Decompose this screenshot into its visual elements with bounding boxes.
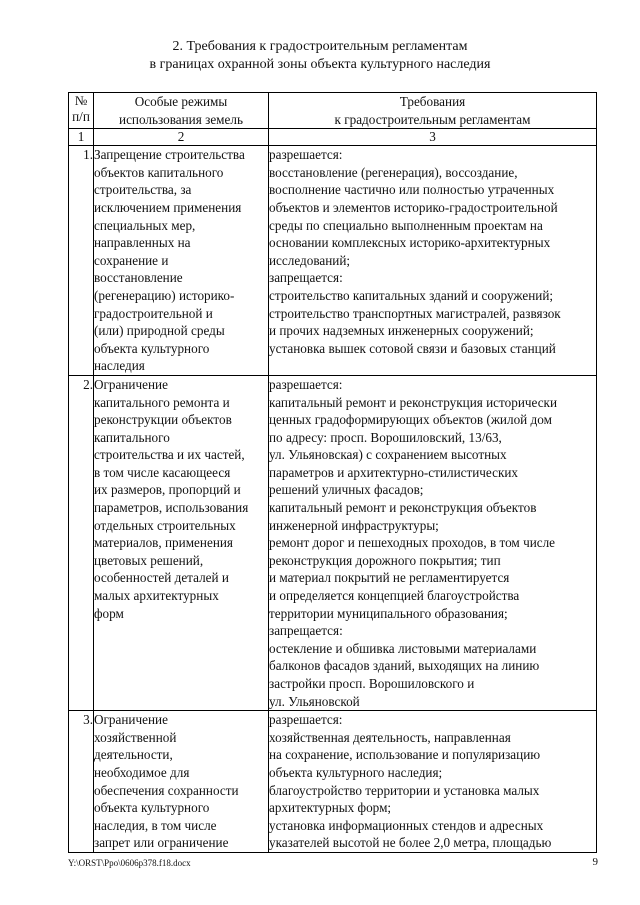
header-regimes-line: Особые режимы xyxy=(134,94,228,109)
cell-text-line: разрешается: xyxy=(269,712,343,728)
cell-text-line: решений уличных фасадов; xyxy=(269,482,424,498)
cell-text-line: строительство капитальных зданий и сооружений; xyxy=(269,287,554,303)
column-number: 3 xyxy=(269,129,597,146)
cell-text-line: запрещается: xyxy=(269,270,343,286)
cell-text-line: объекта культурного xyxy=(94,340,210,356)
cell-text-line: специальных мер, xyxy=(94,217,196,233)
cell-text-line: запрет или ограничение xyxy=(94,835,229,851)
header-requirements-line: Требования xyxy=(399,94,466,109)
row-number: 2. xyxy=(69,375,94,710)
header-number-cell xyxy=(69,93,94,129)
cell-text-line: градостроительной и xyxy=(94,305,213,321)
heading-line-2: в границах охранной зоны объекта культурного наследия xyxy=(149,57,491,72)
header-regimes-cell xyxy=(94,93,269,129)
requirements-cell xyxy=(269,711,597,853)
cell-text-line: ремонт дорог и пешеходных проходов, в том числе xyxy=(269,535,556,551)
cell-text-line: восстановление (регенерация), воссоздание, xyxy=(269,164,518,180)
requirements-cell xyxy=(269,146,597,376)
header-requirements-cell xyxy=(269,93,597,129)
cell-text-line: ул. Ульяновской xyxy=(269,693,360,709)
cell-text-line: установка информационных стендов и адресных xyxy=(269,817,544,833)
row-number: 1. xyxy=(69,146,94,376)
cell-text-line: ценных градоформирующих объектов (жилой дом xyxy=(269,412,552,428)
cell-text-line: строительства, за xyxy=(94,182,192,198)
cell-text-line: и прочих надземных инженерных сооружений; xyxy=(269,323,534,339)
cell-text-line: капитальный ремонт и реконструкция объектов xyxy=(269,500,537,516)
cell-text-line: Ограничение xyxy=(94,712,168,728)
cell-text-line: хозяйственная деятельность, направленная xyxy=(269,729,511,745)
cell-text-line: особенностей деталей и xyxy=(94,570,229,586)
cell-text-line: ул. Ульяновская) с сохранением высотных xyxy=(269,447,507,463)
cell-text-line: инженерной инфраструктуры; xyxy=(269,517,439,533)
cell-text-line: исследований; xyxy=(269,252,351,268)
heading-line-1: 2. Требования к градостроительным регламентам xyxy=(172,39,468,54)
cell-text-line: наследия xyxy=(94,358,145,374)
footer-file-path: Y:\ORST\Ppo\0606p378.f18.docx xyxy=(68,858,191,868)
cell-text-line: обеспечения сохранности xyxy=(94,782,239,798)
cell-text-line: объектов и элементов историко-градостроительной xyxy=(269,199,558,215)
cell-text-line: объекта культурного наследия; xyxy=(269,764,443,780)
table-row xyxy=(69,146,597,376)
cell-text-line: строительство транспортных магистралей, развязок xyxy=(269,305,561,321)
row-number: 3. xyxy=(69,711,94,853)
cell-text-line: хозяйственной xyxy=(94,729,177,745)
cell-text-line: территории муниципального образования; xyxy=(269,605,508,621)
cell-text-line: (регенерацию) историко- xyxy=(94,287,235,303)
requirements-cell xyxy=(269,375,597,710)
cell-text-line: восполнение частично или полностью утраченных xyxy=(269,182,555,198)
cell-text-line: объектов капитального xyxy=(94,164,224,180)
cell-text-line: Ограничение xyxy=(94,376,168,392)
document-heading xyxy=(0,38,640,74)
cell-text-line: благоустройство территории и установка малых xyxy=(269,782,540,798)
regime-cell xyxy=(94,375,269,710)
cell-text-line: отдельных строительных xyxy=(94,517,236,533)
cell-text-line: материалов, применения xyxy=(94,535,233,551)
cell-text-line: малых архитектурных xyxy=(94,588,219,604)
column-number: 2 xyxy=(94,129,269,146)
cell-text-line: и материал покрытий не регламентируется xyxy=(269,570,510,586)
cell-text-line: остекление и обшивка листовыми материалами xyxy=(269,640,537,656)
regime-cell xyxy=(94,711,269,853)
cell-text-line: параметров, использования xyxy=(94,500,249,516)
cell-text-line: строительства и их частей, xyxy=(94,447,245,463)
cell-text-line: наследия, в том числе xyxy=(94,817,217,833)
header-number-line: п/п xyxy=(72,109,90,124)
table-header-row xyxy=(69,93,597,129)
table-row xyxy=(69,375,597,710)
cell-text-line: в том числе касающееся xyxy=(94,464,231,480)
regime-cell xyxy=(94,146,269,376)
cell-text-line: деятельности, xyxy=(94,747,173,763)
cell-text-line: форм xyxy=(94,605,124,621)
cell-text-line: цветовых решений, xyxy=(94,552,204,568)
cell-text-line: (или) природной среды xyxy=(94,323,225,339)
table-row xyxy=(69,711,597,853)
cell-text-line: разрешается: xyxy=(269,147,343,163)
cell-text-line: направленных на xyxy=(94,235,191,251)
cell-text-line: восстановление xyxy=(94,270,183,286)
cell-text-line: параметров и архитектурно-стилистических xyxy=(269,464,519,480)
cell-text-line: застройки просп. Ворошиловского и xyxy=(269,676,475,691)
cell-text-line: их размеров, пропорций и xyxy=(94,482,241,498)
cell-text-line: разрешается: xyxy=(269,376,343,392)
column-numbering-row xyxy=(69,129,597,146)
cell-text-line: капитальный ремонт и реконструкция исторически xyxy=(269,394,558,410)
cell-text-line: Запрещение строительства xyxy=(94,147,245,163)
column-number: 1 xyxy=(69,129,94,146)
cell-text-line: реконструкции объектов xyxy=(94,412,232,428)
header-regimes-line: использования земель xyxy=(119,111,243,127)
cell-text-line: запрещается: xyxy=(269,623,343,639)
cell-text-line: и определяется концепцией благоустройства xyxy=(269,588,520,604)
cell-text-line: капитального xyxy=(94,429,170,445)
header-number-line: № xyxy=(74,93,88,108)
regulations-table xyxy=(68,92,597,853)
header-requirements-line: к градостроительным регламентам xyxy=(334,111,531,127)
cell-text-line: среды по специально выполненным проектам на xyxy=(269,217,543,233)
cell-text-line: установка вышек сотовой связи и базовых станций xyxy=(269,340,556,356)
cell-text-line: исключением применения xyxy=(94,199,242,215)
cell-text-line: указателей высотой не более 2,0 метра, площадью xyxy=(269,835,552,851)
cell-text-line: необходимое для xyxy=(94,764,190,780)
cell-text-line: на сохранение, использование и популяризацию xyxy=(269,747,541,763)
cell-text-line: объекта культурного xyxy=(94,800,210,816)
cell-text-line: архитектурных форм; xyxy=(269,800,392,816)
cell-text-line: капитального ремонта и xyxy=(94,394,230,410)
footer-page-number: 9 xyxy=(592,856,598,868)
cell-text-line: реконструкция дорожного покрытия; тип xyxy=(269,552,501,568)
cell-text-line: балконов фасадов зданий, выходящих на линию xyxy=(269,658,540,674)
cell-text-line: основании комплексных историко-архитектурных xyxy=(269,235,551,251)
cell-text-line: сохранение и xyxy=(94,252,169,268)
cell-text-line: по адресу: просп. Ворошиловский, 13/63, xyxy=(269,429,502,445)
